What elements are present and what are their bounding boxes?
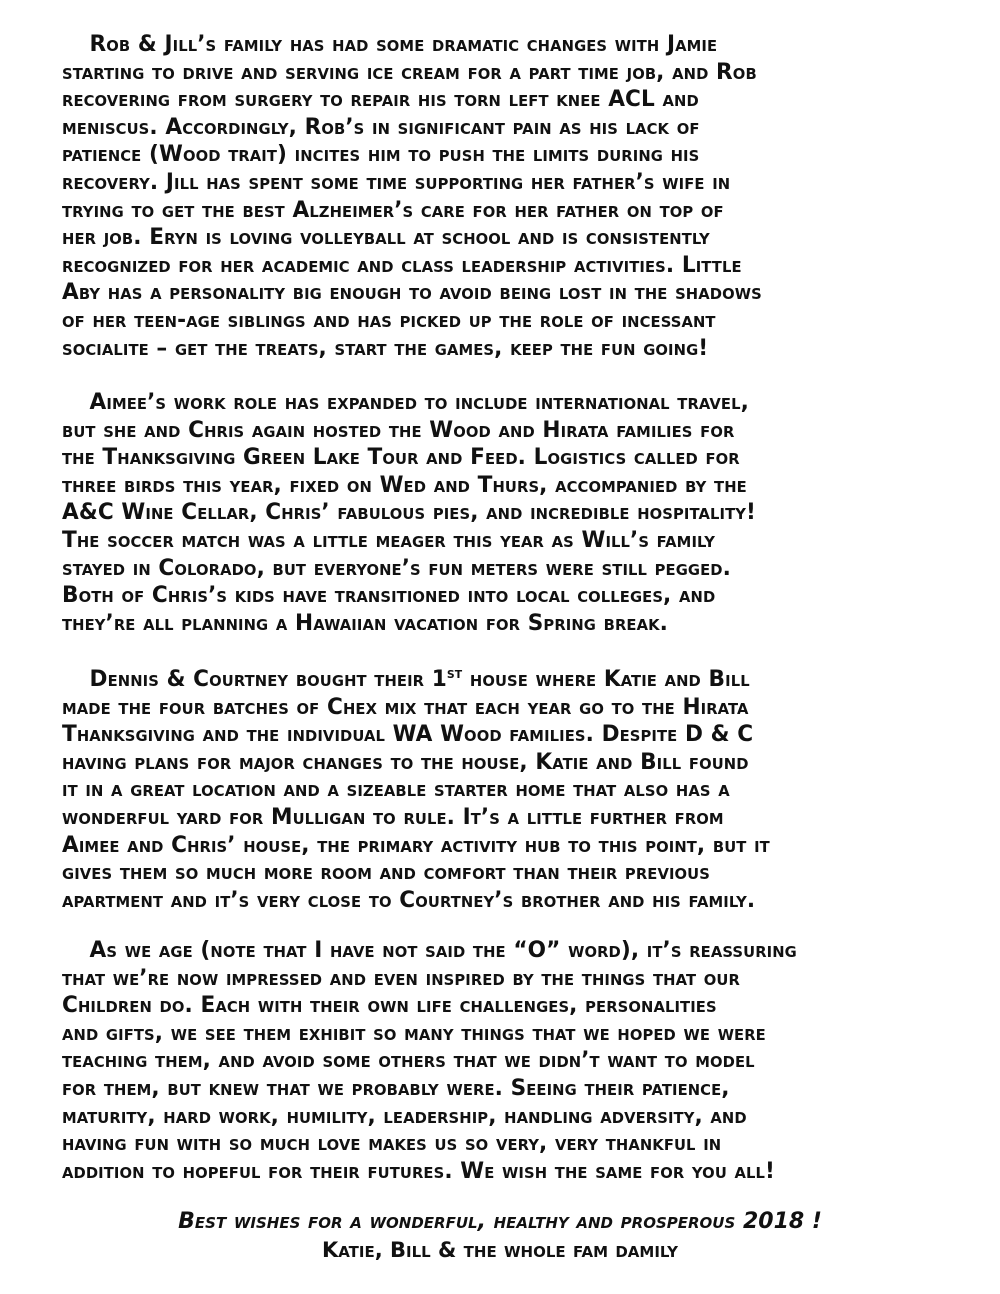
- paragraph-dennis-courtney: [62, 666, 962, 914]
- paragraph-line: Dennis & Courtney bought their 1ST house where Katie and Bill: [89, 667, 750, 692]
- paragraph-line: Aimee and Chris’ house, the primary activity hub to this point, but it: [62, 832, 770, 858]
- paragraph-line: but she and Chris again hosted the Wood and Hirata families for: [62, 417, 735, 443]
- paragraph-aimee-chris: [62, 389, 962, 637]
- paragraph-line: Aby has a personality big enough to avoid being lost in the shadows: [62, 280, 762, 306]
- paragraph-line: addition to hopeful for their futures. We wish the same for you all!: [62, 1158, 775, 1184]
- paragraph-as-we-age: [62, 937, 962, 1185]
- paragraph-line: Rob & Jill’s family has had some dramatic changes with Jamie: [89, 32, 718, 57]
- paragraph-line: patience (Wood trait) incites him to push the limits during his: [62, 142, 700, 168]
- closing-signature: Katie, Bill & the whole fam damily: [321, 1238, 679, 1262]
- paragraph-line: that we’re now impressed and even inspired by the things that our: [62, 965, 740, 991]
- paragraph-line: apartment and it’s very close to Courtney’s brother and his family.: [62, 887, 756, 913]
- paragraph-line: and gifts, we see them exhibit so many things that we hoped we were: [62, 1020, 766, 1046]
- paragraph-line: trying to get the best Alzheimer’s care for her father on top of: [62, 197, 724, 223]
- paragraph-line: having fun with so much love makes us so very, very thankful in: [62, 1131, 722, 1157]
- paragraph-line: recovery. Jill has spent some time supporting her father’s wife in: [62, 169, 731, 195]
- paragraph-line: A&C Wine Cellar, Chris’ fabulous pies, and incredible hospitality!: [62, 500, 756, 526]
- closing-wish: Best wishes for a wonderful, healthy and prosperous 2018 !: [178, 1209, 822, 1234]
- paragraph-line: socialite – get the treats, start the games, keep the fun going!: [62, 335, 709, 361]
- paragraph-line: stayed in Colorado, but everyone’s fun meters were still pegged.: [62, 555, 731, 581]
- paragraph-line: teaching them, and avoid some others that we didn’t want to model: [62, 1048, 755, 1074]
- paragraph-line: Thanksgiving and the individual WA Wood families. Despite D & C: [62, 722, 754, 748]
- paragraph-rob-jill: [62, 31, 962, 362]
- paragraph-line: As we age (note that I have not said the “O” word), it’s reassuring: [89, 938, 797, 963]
- paragraph-line: three birds this year, fixed on Wed and Thurs, accompanied by the: [62, 472, 747, 498]
- paragraph-line: having plans for major changes to the house, Katie and Bill found: [62, 749, 749, 775]
- closing-block: [0, 1208, 1000, 1264]
- paragraph-line: they’re all planning a Hawaiian vacation for Spring break.: [62, 610, 668, 636]
- paragraph-line: starting to drive and serving ice cream for a part time job, and Rob: [62, 59, 757, 85]
- paragraph-line: of her teen-age siblings and has picked up the role of incessant: [62, 307, 716, 333]
- paragraph-line: the Thanksgiving Green Lake Tour and Feed. Logistics called for: [62, 445, 740, 471]
- paragraph-line: wonderful yard for Mulligan to rule. It’s a little further from: [62, 804, 724, 830]
- paragraph-line: made the four batches of Chex mix that each year go to the Hirata: [62, 694, 749, 720]
- paragraph-line: for them, but knew that we probably were. Seeing their patience,: [62, 1075, 730, 1101]
- paragraph-line: meniscus. Accordingly, Rob’s in significant pain as his lack of: [62, 114, 700, 140]
- paragraph-line: recognized for her academic and class leadership activities. Little: [62, 252, 742, 278]
- paragraph-line: Both of Chris’s kids have transitioned into local colleges, and: [62, 583, 716, 609]
- paragraph-line: gives them so much more room and comfort than their previous: [62, 860, 710, 886]
- paragraph-line: it in a great location and a sizeable starter home that also has a: [62, 777, 730, 803]
- paragraph-line: maturity, hard work, humility, leadership, handling adversity, and: [62, 1103, 747, 1129]
- paragraph-line: Children do. Each with their own life challenges, personalities: [62, 993, 717, 1019]
- paragraph-line: The soccer match was a little meager this year as Will’s family: [62, 527, 716, 553]
- paragraph-line: Aimee’s work role has expanded to include international travel,: [89, 390, 749, 415]
- paragraph-line: her job. Eryn is loving volleyball at school and is consistently: [62, 225, 710, 251]
- paragraph-line: recovering from surgery to repair his torn left knee ACL and: [62, 87, 699, 113]
